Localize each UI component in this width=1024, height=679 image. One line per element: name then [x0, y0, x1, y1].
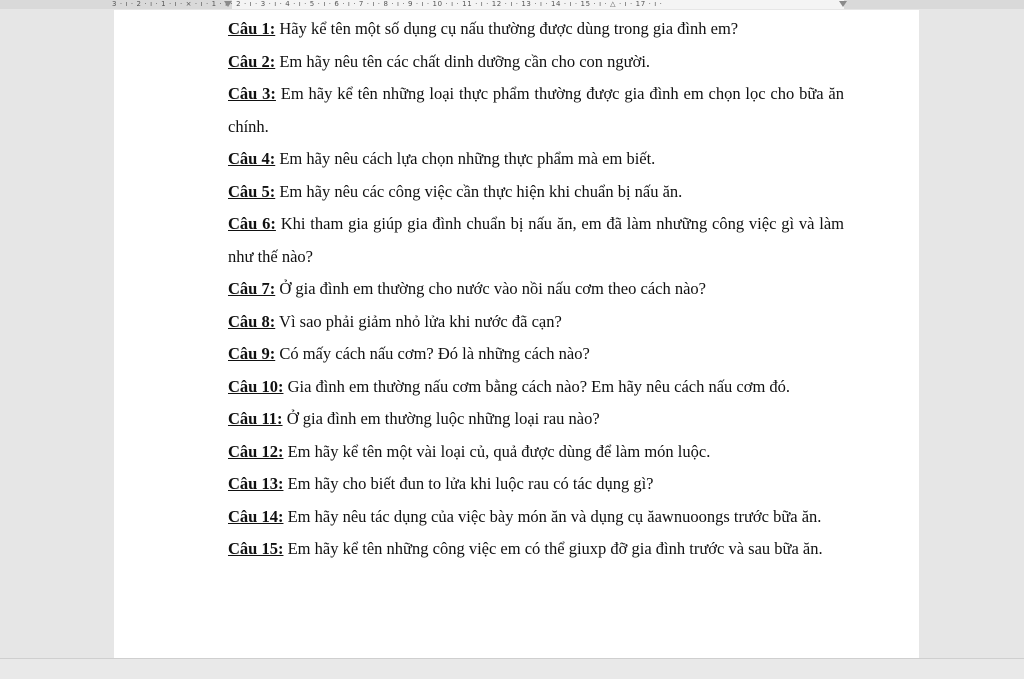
question-paragraph — [228, 436, 844, 469]
question-text: Em hãy cho biết đun to lửa khi luộc rau có tác dụng gì? — [283, 474, 654, 493]
question-paragraph — [228, 273, 844, 306]
question-text: Em hãy kể tên những loại thực phẩm thường được gia đình em chọn lọc cho bữa ăn chính. — [228, 84, 845, 136]
question-label: Câu 1: — [228, 19, 276, 38]
question-text: Em hãy kể tên những công việc em có thể giuxp đỡ gia đình trước và sau bữa ăn. — [283, 539, 823, 558]
ruler-marks: 3 · ı · 2 · ı · 1 · ı · ⨯ · ı · 1 · ı · 2 · ı · 3 · ı · 4 · ı · 5 · ı · 6 · ı · 7 · ı · 8 · ı · 9 · ı · 10 · ı · 11 · ı · 12 · ı · 13 · ı · 14 · ı · 15 · ı · △ · ı · 17 · ı · — [112, 0, 663, 8]
question-label: Câu 7: — [228, 279, 276, 298]
question-label: Câu 15: — [228, 539, 284, 558]
question-label: Câu 8: — [228, 311, 276, 331]
right-indent-marker-icon[interactable] — [839, 1, 847, 7]
question-paragraph — [228, 533, 844, 566]
question-label: Câu 11: — [228, 409, 283, 428]
question-label: Câu 9: — [228, 344, 276, 363]
question-paragraph — [228, 78, 844, 143]
question-label: Câu 14: — [228, 506, 284, 526]
question-paragraph — [228, 501, 844, 534]
document-page[interactable] — [114, 10, 919, 658]
question-text: Vì sao phải giảm nhỏ lửa khi nước đã cạn? — [275, 311, 562, 331]
question-label: Câu 5: — [228, 181, 276, 201]
question-paragraph — [228, 338, 844, 371]
question-paragraph — [228, 176, 844, 209]
question-text: Khi tham gia giúp gia đình chuẩn bị nấu ăn, em đã làm nhưững công việc gì và làm như thế nào? — [228, 214, 844, 266]
question-label: Câu 2: — [228, 51, 276, 71]
question-paragraph — [228, 13, 844, 46]
question-paragraph — [228, 468, 844, 501]
question-text: Ở gia đình em thường luộc những loại rau nào? — [282, 409, 600, 428]
question-text: Em hãy nêu cách lựa chọn những thực phẩm mà em biết. — [275, 149, 656, 168]
bottom-bar — [0, 658, 1024, 679]
question-text: Em hãy nêu tác dụng của việc bày món ăn và dụng cụ ăawnuoongs trước bữa ăn. — [283, 506, 822, 526]
question-text: Có mấy cách nấu cơm? Đó là những cách nào? — [275, 344, 590, 363]
question-paragraph — [228, 306, 844, 339]
question-label: Câu 13: — [228, 474, 284, 493]
left-indent-marker-icon[interactable] — [224, 1, 232, 7]
question-text: Em hãy kể tên một vài loại củ, quả được dùng để làm món luộc. — [283, 441, 711, 461]
question-label: Câu 10: — [228, 376, 284, 396]
document-body[interactable] — [228, 13, 844, 566]
question-text: Em hãy nêu tên các chất dinh dưỡng cần cho con người. — [275, 51, 651, 71]
question-paragraph — [228, 208, 844, 273]
question-label: Câu 4: — [228, 149, 276, 168]
question-label: Câu 3: — [228, 84, 276, 103]
question-paragraph — [228, 46, 844, 79]
question-paragraph — [228, 403, 844, 436]
question-label: Câu 12: — [228, 441, 284, 461]
question-text: Em hãy nêu các công việc cần thực hiện khi chuẩn bị nấu ăn. — [275, 181, 683, 201]
question-paragraph — [228, 143, 844, 176]
question-label: Câu 6: — [228, 214, 276, 233]
question-text: Gia đình em thường nấu cơm bằng cách nào? Em hãy nêu cách nấu cơm đó. — [283, 376, 791, 396]
question-text: Ở gia đình em thường cho nước vào nồi nấu cơm theo cách nào? — [275, 279, 706, 298]
question-paragraph — [228, 371, 844, 404]
horizontal-ruler[interactable] — [0, 0, 1024, 9]
question-text: Hãy kể tên một số dụng cụ nấu thường được dùng trong gia đình em? — [275, 19, 739, 38]
